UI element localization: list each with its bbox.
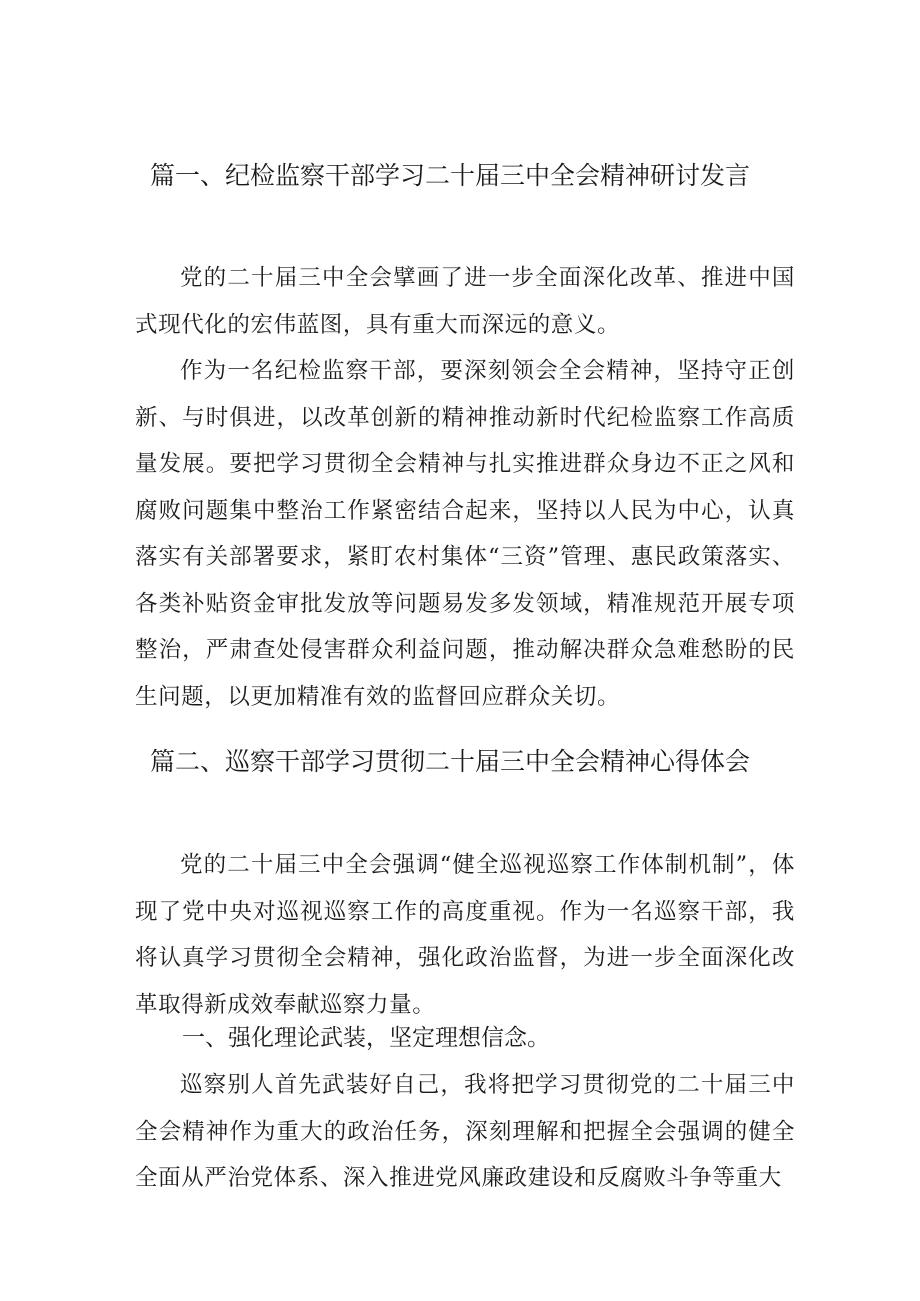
section-2-intro-paragraph: 党的二十届三中全会强调“健全巡视巡察工作体制机制”，体现了党中央对巡视巡察工作的高度重视。作为一名巡察干部，我将认真学习贯彻全会精神，强化政治监督，为进一步全面深化改革取得新成效奉献巡察力量。 — [135, 852, 795, 1018]
section-2-subheading-1: 一、强化理论武装，坚定理想信念。 — [182, 1025, 550, 1051]
section-1-title: 篇一、纪检监察干部学习二十届三中全会精神研讨发言 — [150, 161, 751, 190]
section-2-body-paragraph: 巡察别人首先武装好自己，我将把学习贯彻党的二十届三中全会精神作为重大的政治任务，深刻理解和把握全会强调的健全全面从严治党体系、深入推进党风廉政建设和反腐败斗争等重大 — [135, 1072, 795, 1191]
section-1-paragraph-2: 作为一名纪检监察干部，要深刻领会全会精神，坚持守正创新、与时俱进，以改革创新的精神推动新时代纪检监察工作高质量发展。要把学习贯彻全会精神与扎实推进群众身边不正之风和腐败问题集中整治工作紧密结合起来，坚持以人民为中心，认真落实有关部署要求，紧盯农村集体“三资”管理、惠民政策落实、各类补贴资金审批发放等问题易发多发领域，精准规范开展专项整治，严肃查处侵害群众利益问题，推动解决群众急难愁盼的民生问题，以更加精准有效的监督回应群众关切。 — [135, 358, 795, 710]
section-2-title: 篇二、巡察干部学习贯彻二十届三中全会精神心得体会 — [150, 747, 751, 776]
section-1-paragraph-1: 党的二十届三中全会擘画了进一步全面深化改革、推进中国式现代化的宏伟蓝图，具有重大而深远的意义。 — [135, 265, 795, 338]
